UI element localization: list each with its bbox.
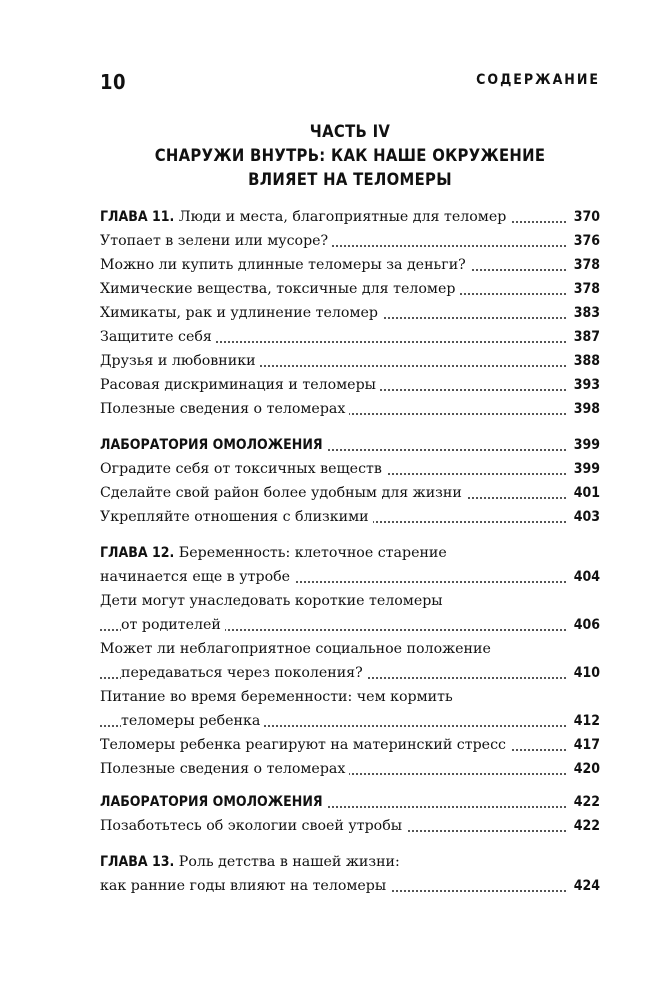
toc-entry[interactable] bbox=[100, 589, 600, 613]
toc-entry[interactable] bbox=[100, 505, 600, 529]
toc-entry-chapter-13[interactable] bbox=[100, 850, 600, 874]
entry-title: Позаботьтесь об экологии своей утробы bbox=[100, 818, 406, 834]
page-ref: 378 bbox=[568, 277, 600, 301]
part-label: ЧАСТЬ IV bbox=[309, 122, 391, 141]
chapter-label: ГЛАВА 11. bbox=[100, 209, 175, 225]
chapter-title: Люди и места, благоприятные для теломер bbox=[174, 209, 507, 225]
toc-entry[interactable] bbox=[100, 685, 600, 709]
entry-title-line-2: от родителей bbox=[121, 617, 225, 633]
lab-title: ЛАБОРАТОРИЯ ОМОЛОЖЕНИЯ bbox=[100, 437, 327, 453]
chapter-title-line-2: начинается еще в утробе bbox=[100, 569, 294, 585]
toc-entry[interactable] bbox=[100, 301, 600, 325]
page-ref: 370 bbox=[568, 205, 600, 229]
running-head bbox=[100, 70, 600, 96]
toc-entry[interactable] bbox=[100, 457, 600, 481]
entry-title: Друзья и любовники bbox=[100, 353, 260, 369]
page-ref: 398 bbox=[568, 397, 600, 421]
toc-entry-chapter-12-cont[interactable] bbox=[100, 565, 600, 589]
entry-title: Расовая дискриминация и теломеры bbox=[100, 377, 380, 393]
entry-title-line-2: передаваться через поколения? bbox=[121, 665, 367, 681]
lab-title: ЛАБОРАТОРИЯ ОМОЛОЖЕНИЯ bbox=[100, 794, 327, 810]
part-heading bbox=[100, 120, 600, 192]
toc-entry-chapter-12[interactable] bbox=[100, 541, 600, 565]
part-title-line-2: ВЛИЯЕТ НА ТЕЛОМЕРЫ bbox=[248, 170, 452, 189]
page-ref: 383 bbox=[568, 301, 600, 325]
page-ref: 376 bbox=[568, 229, 600, 253]
page-ref: 410 bbox=[568, 661, 600, 685]
page-ref: 393 bbox=[568, 373, 600, 397]
toc-entry[interactable] bbox=[100, 397, 600, 421]
page-ref: 420 bbox=[568, 757, 600, 781]
toc-entry[interactable] bbox=[100, 253, 600, 277]
entry-title: Оградите себя от токсичных веществ bbox=[100, 461, 386, 477]
entry-title-line-1: Дети могут унаследовать короткие теломеры bbox=[100, 593, 447, 609]
page-ref: 417 bbox=[568, 733, 600, 757]
toc-entry[interactable] bbox=[100, 733, 600, 757]
page-ref: 404 bbox=[568, 565, 600, 589]
page-ref: 388 bbox=[568, 349, 600, 373]
toc-entry[interactable] bbox=[100, 229, 600, 253]
toc-entry-chapter-11[interactable] bbox=[100, 205, 600, 229]
page-ref: 406 bbox=[568, 613, 600, 637]
toc-entry[interactable] bbox=[100, 277, 600, 301]
entry-title: Полезные сведения о теломерах bbox=[100, 401, 349, 417]
chapter-title-line-1: Беременность: клеточное старение bbox=[174, 545, 447, 561]
toc-entry[interactable] bbox=[100, 349, 600, 373]
entry-title: Утопает в зелени или мусоре? bbox=[100, 233, 332, 249]
page-ref: 399 bbox=[568, 457, 600, 481]
chapter-title-line-2: как ранние годы влияют на теломеры bbox=[100, 878, 390, 894]
page-ref: 422 bbox=[568, 790, 600, 814]
page-ref: 387 bbox=[568, 325, 600, 349]
toc-entry[interactable] bbox=[100, 637, 600, 661]
entry-title: Можно ли купить длинные теломеры за деньги? bbox=[100, 257, 470, 273]
page-ref: 399 bbox=[568, 433, 600, 457]
spacer bbox=[100, 838, 600, 850]
page-ref: 378 bbox=[568, 253, 600, 277]
section-title: СОДЕРЖАНИЕ bbox=[476, 72, 600, 88]
toc-entry[interactable] bbox=[100, 325, 600, 349]
page-ref: 403 bbox=[568, 505, 600, 529]
page-number: 10 bbox=[100, 70, 127, 94]
entry-title: Химикаты, рак и удлинение теломер bbox=[100, 305, 382, 321]
toc-entry-cont[interactable] bbox=[100, 613, 600, 637]
entry-title: Сделайте свой район более удобным для жизни bbox=[100, 485, 466, 501]
toc-entry[interactable] bbox=[100, 481, 600, 505]
entry-title-line-1: Может ли неблагоприятное социальное положение bbox=[100, 641, 495, 657]
page-ref: 401 bbox=[568, 481, 600, 505]
toc-entry-chapter-13-cont[interactable] bbox=[100, 874, 600, 898]
chapter-label: ГЛАВА 13. bbox=[100, 854, 175, 870]
part-title-line-1: СНАРУЖИ ВНУТРЬ: КАК НАШЕ ОКРУЖЕНИЕ bbox=[154, 146, 546, 165]
chapter-title-line-1: Роль детства в нашей жизни: bbox=[174, 854, 400, 870]
entry-title-line-1: Питание во время беременности: чем кормить bbox=[100, 689, 457, 705]
entry-title: Укрепляйте отношения с близкими bbox=[100, 509, 373, 525]
toc-entry-lab[interactable] bbox=[100, 790, 600, 814]
spacer bbox=[100, 421, 600, 433]
entry-title: Полезные сведения о теломерах bbox=[100, 761, 349, 777]
toc-entry[interactable] bbox=[100, 814, 600, 838]
toc-entry[interactable] bbox=[100, 757, 600, 781]
spacer bbox=[100, 529, 600, 541]
page-ref: 412 bbox=[568, 709, 600, 733]
entry-title-line-2: теломеры ребенка bbox=[121, 713, 264, 729]
toc-entry[interactable] bbox=[100, 373, 600, 397]
table-of-contents bbox=[100, 205, 600, 898]
entry-title: Теломеры ребенка реагируют на материнский стресс bbox=[100, 737, 510, 753]
chapter-label: ГЛАВА 12. bbox=[100, 545, 175, 561]
toc-entry-cont[interactable] bbox=[100, 709, 600, 733]
toc-entry-cont[interactable] bbox=[100, 661, 600, 685]
spacer bbox=[100, 781, 600, 790]
toc-entry-lab[interactable] bbox=[100, 433, 600, 457]
entry-title: Химические вещества, токсичные для теломер bbox=[100, 281, 459, 297]
entry-title: Защитите себя bbox=[100, 329, 216, 345]
page-ref: 424 bbox=[568, 874, 600, 898]
page-ref: 422 bbox=[568, 814, 600, 838]
